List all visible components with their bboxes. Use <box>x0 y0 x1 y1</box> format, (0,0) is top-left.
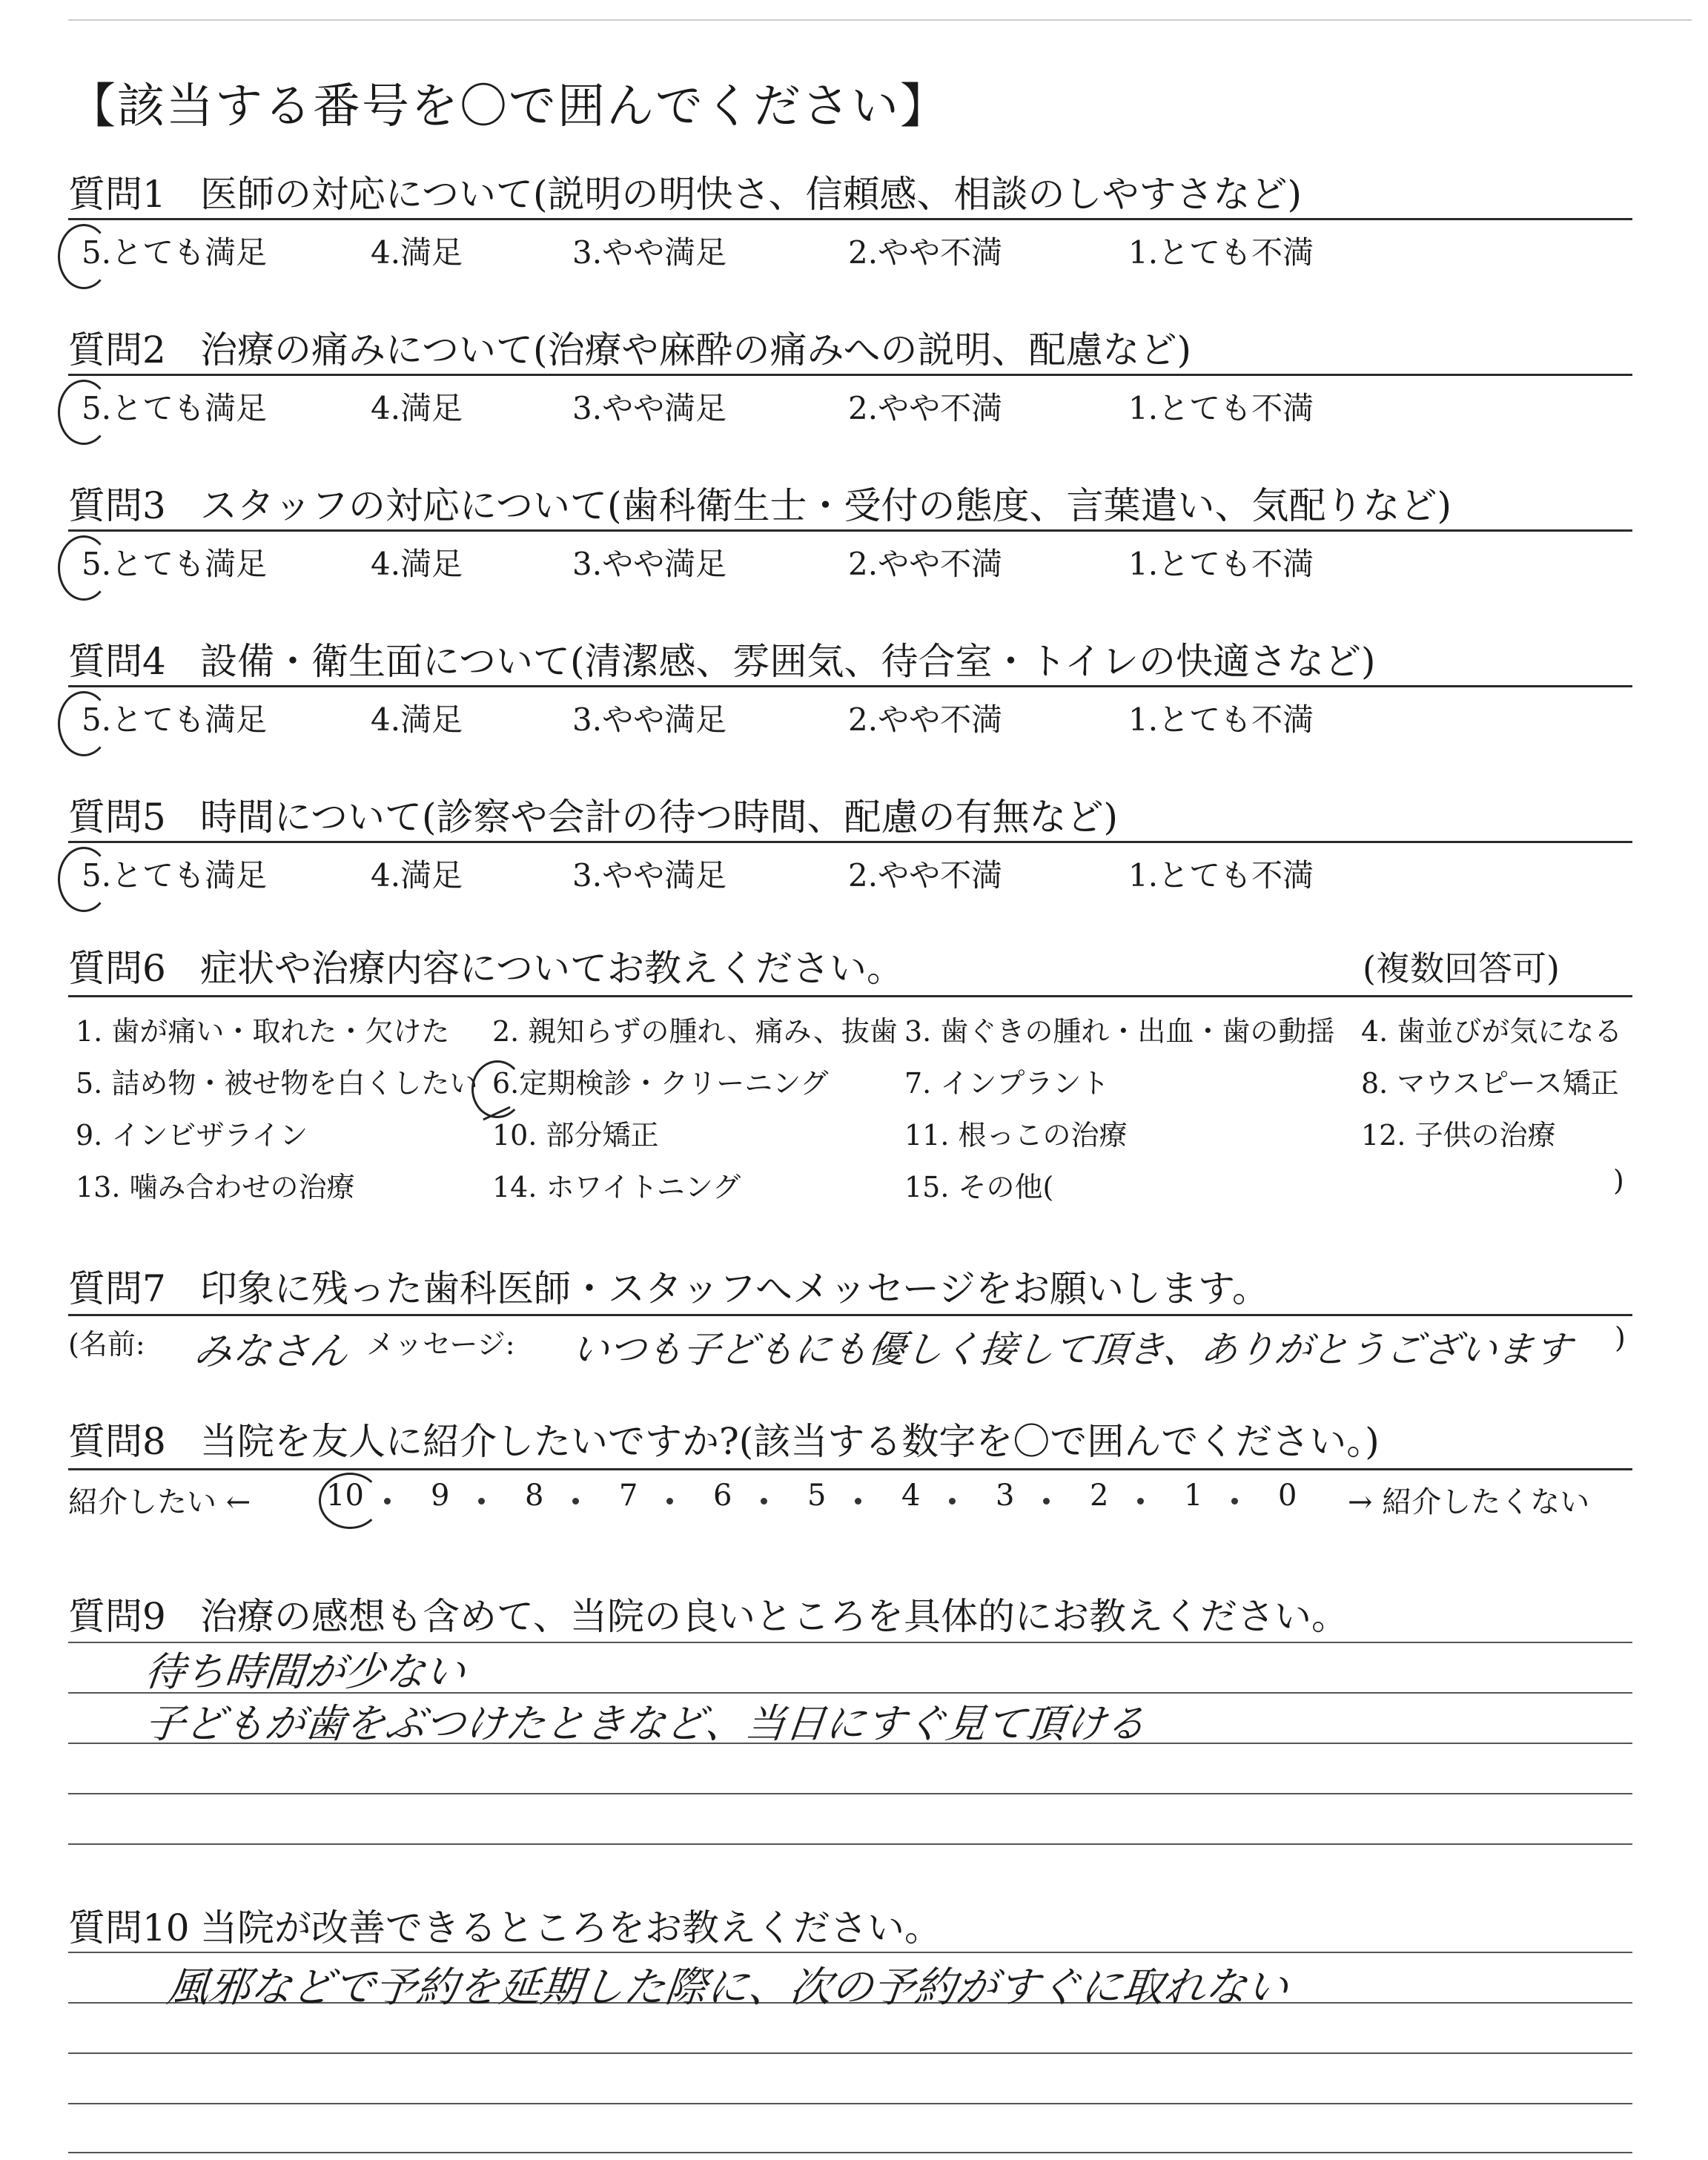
q4-number: 質問4 <box>68 640 166 683</box>
q3-option-5[interactable]: 5.とても満足 <box>82 546 268 582</box>
q1-option-1[interactable]: 1.とても不満 <box>1128 234 1314 271</box>
q2-selection-circle <box>58 380 110 445</box>
q6-item[interactable]: 15. その他( <box>904 1171 1054 1203</box>
q7-message-label: メッセージ: <box>366 1328 515 1361</box>
q8-scale-value[interactable]: 0 <box>1278 1479 1297 1513</box>
q5-heading <box>68 787 1118 841</box>
q8-scale-separator <box>949 1498 956 1505</box>
q4-selection-circle <box>58 691 110 756</box>
q6-item: ) <box>1613 1164 1624 1197</box>
q7-message-value[interactable]: いつも子どもにも優しく接して頂き、ありがとうございます <box>569 1328 1574 1371</box>
q2-option-5[interactable]: 5.とても満足 <box>82 390 268 426</box>
q10-line-5 <box>68 2152 1632 2153</box>
q5-option-5[interactable]: 5.とても満足 <box>82 857 268 894</box>
q8-heading <box>68 1412 1380 1465</box>
q9-answer-line-1[interactable]: 待ち時間が少ない <box>142 1648 468 1695</box>
q10-answer-line-1[interactable]: 風邪などで予約を延期した際に、次の予約がすぐに取れない <box>165 1964 1291 2012</box>
q8-scale-value[interactable]: 10 <box>326 1479 364 1513</box>
q8-scale-separator <box>666 1498 673 1505</box>
q6-item[interactable]: 6.定期検診・クリーニング <box>492 1067 829 1100</box>
q8-scale-separator <box>572 1498 579 1505</box>
q2-option-1[interactable]: 1.とても不満 <box>1128 390 1314 426</box>
q8-scale-value[interactable]: 7 <box>619 1479 638 1513</box>
q4-option-4[interactable]: 4.満足 <box>371 701 463 738</box>
q3-selection-circle <box>58 535 110 601</box>
q4-option-5[interactable]: 5.とても満足 <box>82 701 268 738</box>
q6-item[interactable]: 1. 歯が痛い・取れた・欠けた <box>76 1015 450 1048</box>
q4-rule <box>68 685 1632 687</box>
q8-scale-value[interactable]: 5 <box>807 1479 827 1513</box>
q7-rule <box>68 1314 1632 1316</box>
q6-item[interactable]: 5. 詰め物・被せ物を白くしたい <box>76 1067 478 1100</box>
q6-item[interactable]: 8. マウスピース矯正 <box>1361 1067 1619 1100</box>
q4-option-1[interactable]: 1.とても不満 <box>1128 701 1314 738</box>
q4-text: 設備・衛生面について(清潔感、雰囲気、待合室・トイレの快適さなど) <box>200 640 1376 683</box>
q8-scale-value[interactable]: 9 <box>431 1479 450 1513</box>
q10-heading <box>68 1898 941 1952</box>
q2-option-3[interactable]: 3.やや満足 <box>572 390 727 426</box>
q2-rule <box>68 374 1632 376</box>
q8-scale-separator <box>384 1498 391 1505</box>
q7-name-label: (名前: <box>68 1328 145 1361</box>
q8-scale-separator <box>761 1498 767 1505</box>
q9-heading <box>68 1587 1348 1640</box>
q5-number: 質問5 <box>68 796 166 839</box>
q6-item[interactable]: 12. 子供の治療 <box>1361 1119 1556 1152</box>
q8-scale-value[interactable]: 1 <box>1184 1479 1203 1513</box>
q5-text: 時間について(診察や会計の待つ時間、配慮の有無など) <box>200 796 1119 839</box>
q3-text: スタッフの対応について(歯科衛生士・受付の態度、言葉遣い、気配りなど) <box>200 484 1452 527</box>
q10-line-4 <box>68 2103 1632 2104</box>
q6-selection-circle <box>471 1060 523 1118</box>
q6-item[interactable]: 14. ホワイトニング <box>492 1171 741 1203</box>
q1-text: 医師の対応について(説明の明快さ、信頼感、相談のしやすさなど) <box>200 173 1302 216</box>
q8-scale-separator <box>1043 1498 1050 1505</box>
q9-number: 質問9 <box>68 1595 166 1638</box>
q7-number: 質問7 <box>68 1267 166 1310</box>
q8-scale-value[interactable]: 8 <box>525 1479 544 1513</box>
q5-option-4[interactable]: 4.満足 <box>371 857 463 894</box>
q1-heading <box>68 165 1302 218</box>
q2-text: 治療の痛みについて(治療や麻酔の痛みへの説明、配慮など) <box>200 328 1192 371</box>
q10-text: 当院が改善できるところをお教えください。 <box>200 1906 941 1949</box>
q1-selection-circle <box>58 224 110 289</box>
q5-selection-circle <box>58 847 110 912</box>
q3-heading <box>68 476 1452 529</box>
top-border <box>68 19 1692 21</box>
q5-option-1[interactable]: 1.とても不満 <box>1128 857 1314 894</box>
q8-text: 当院を友人に紹介したいですか?(該当する数字を〇で囲んでください。) <box>200 1420 1380 1463</box>
q10-line-3 <box>68 2052 1632 2054</box>
q9-line-5 <box>68 1843 1632 1845</box>
q7-name-value[interactable]: みなさん <box>191 1330 351 1374</box>
q8-scale-value[interactable]: 3 <box>996 1479 1015 1513</box>
q6-item[interactable]: 10. 部分矯正 <box>492 1119 659 1152</box>
q6-number: 質問6 <box>68 947 166 990</box>
q8-scale-value[interactable]: 4 <box>901 1479 921 1513</box>
q6-text: 症状や治療内容についてお教えください。 <box>200 947 904 990</box>
q7-text: 印象に残った歯科医師・スタッフへメッセージをお願いします。 <box>200 1267 1269 1310</box>
q2-heading <box>68 320 1191 374</box>
q4-option-3[interactable]: 3.やや満足 <box>572 701 727 738</box>
q8-right-label: → 紹介したくない <box>1348 1485 1590 1519</box>
q8-scale-separator <box>1137 1498 1144 1505</box>
q7-heading <box>68 1259 1269 1312</box>
page-title: 【該当する番号を〇で囲んでください】 <box>68 79 949 134</box>
q6-item[interactable]: 4. 歯並びが気になる <box>1361 1015 1623 1048</box>
q1-rule <box>68 218 1632 220</box>
q6-rule <box>68 995 1632 997</box>
q10-number: 質問10 <box>68 1906 190 1949</box>
q3-option-4[interactable]: 4.満足 <box>371 546 463 582</box>
q2-option-2[interactable]: 2.やや不満 <box>848 390 1003 426</box>
q1-option-3[interactable]: 3.やや満足 <box>572 234 727 271</box>
q9-text: 治療の感想も含めて、当院の良いところを具体的にお教えください。 <box>200 1595 1348 1638</box>
q5-option-3[interactable]: 3.やや満足 <box>572 857 727 894</box>
q6-item[interactable]: 13. 噛み合わせの治療 <box>76 1171 355 1203</box>
q6-item[interactable]: 2. 親知らずの腫れ、痛み、抜歯 <box>492 1015 898 1048</box>
q2-option-4[interactable]: 4.満足 <box>371 390 463 426</box>
q10-line-1 <box>68 1952 1632 1953</box>
q8-scale-separator <box>855 1498 861 1505</box>
q8-selection-circle <box>319 1473 381 1529</box>
q1-option-2[interactable]: 2.やや不満 <box>848 234 1003 271</box>
q7-close-paren: ) <box>1615 1321 1626 1354</box>
q6-item[interactable]: 9. インビザライン <box>76 1119 308 1152</box>
q8-number: 質問8 <box>68 1420 166 1463</box>
q9-answer-line-2[interactable]: 子どもが歯をぶつけたときなど、当日にすぐ見て頂ける <box>142 1700 1148 1747</box>
q8-left-label: 紹介したい ← <box>68 1485 251 1519</box>
q1-option-5[interactable]: 5.とても満足 <box>82 234 268 271</box>
q4-option-2[interactable]: 2.やや不満 <box>848 701 1003 738</box>
q9-line-4 <box>68 1793 1632 1794</box>
q6-item[interactable]: 3. 歯ぐきの腫れ・出血・歯の動揺 <box>904 1015 1335 1048</box>
q3-rule <box>68 529 1632 532</box>
q6-note: (複数回答可) <box>1363 948 1560 988</box>
q8-scale-value[interactable]: 2 <box>1090 1479 1109 1513</box>
q6-heading <box>68 939 904 992</box>
q8-scale-separator <box>478 1498 485 1505</box>
q1-number: 質問1 <box>68 173 166 216</box>
q1-option-4[interactable]: 4.満足 <box>371 234 463 271</box>
q3-number: 質問3 <box>68 484 166 527</box>
q5-rule <box>68 841 1632 843</box>
q8-rule <box>68 1468 1632 1470</box>
q6-item[interactable]: 7. インプラント <box>904 1067 1110 1100</box>
q2-number: 質問2 <box>68 328 166 371</box>
q6-item[interactable]: 11. 根っこの治療 <box>904 1119 1128 1152</box>
q8-scale-value[interactable]: 6 <box>713 1479 732 1513</box>
q8-scale-separator <box>1231 1498 1238 1505</box>
q3-option-3[interactable]: 3.やや満足 <box>572 546 727 582</box>
q4-heading <box>68 632 1376 685</box>
q5-option-2[interactable]: 2.やや不満 <box>848 857 1003 894</box>
q3-option-1[interactable]: 1.とても不満 <box>1128 546 1314 582</box>
q3-option-2[interactable]: 2.やや不満 <box>848 546 1003 582</box>
